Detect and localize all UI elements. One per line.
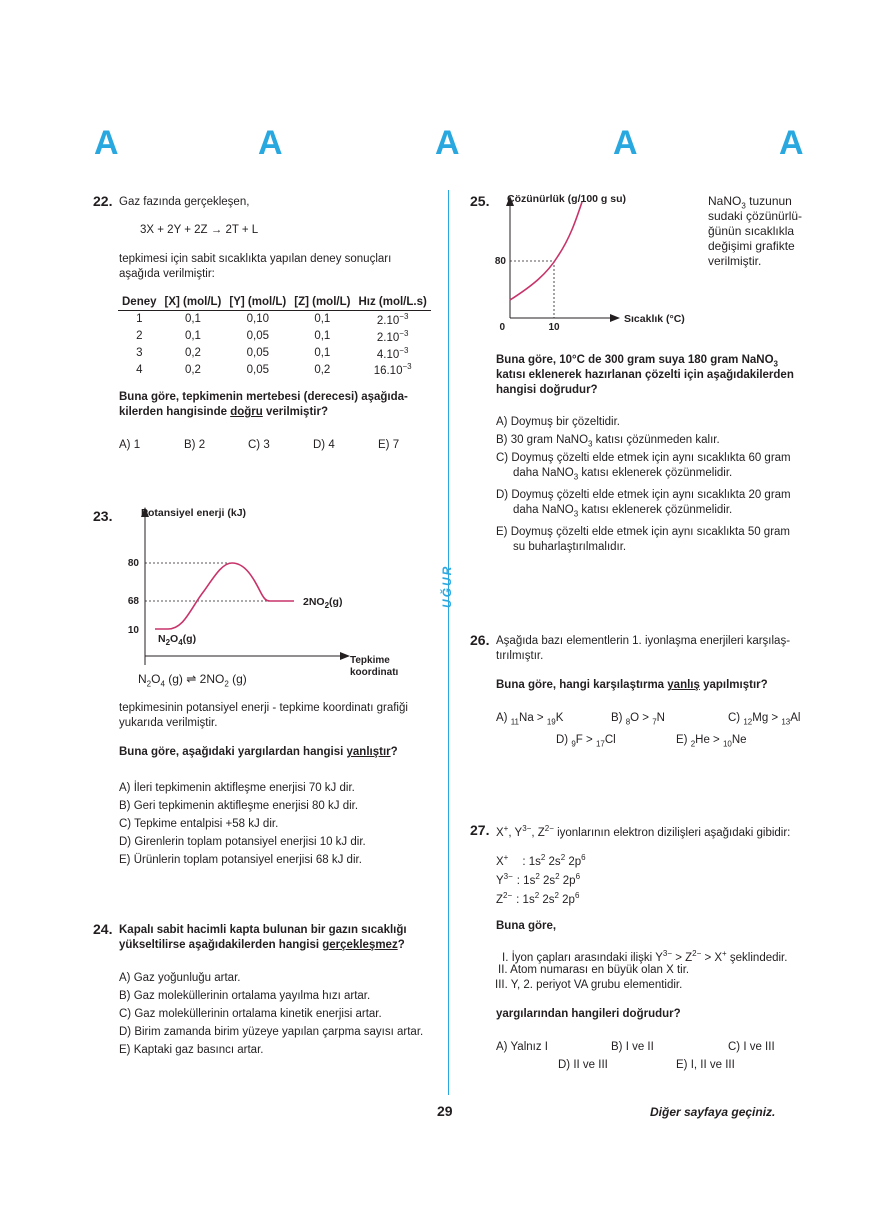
intro-part: , Z	[531, 826, 545, 839]
q25-question-part: Buna göre, 10°C de 300 gram suya 180 gram NaNO	[496, 354, 774, 366]
option-part: katısı eklenerek çözünmelidir.	[578, 504, 733, 516]
config-part: 2s	[545, 855, 561, 868]
q22-question-2	[119, 406, 328, 418]
booklet-letter-3: A	[435, 124, 460, 162]
option-part: Na >	[519, 712, 547, 724]
config-exp: 6	[575, 872, 581, 881]
config-exp: 6	[574, 891, 580, 900]
q24-question-2	[119, 939, 405, 951]
table-cell: 0,1	[314, 313, 331, 326]
config-part: : 1s	[522, 855, 541, 868]
answer-option-a[interactable]: A) İleri tepkimenin aktifleşme enerjisi 70 kJ dir.	[119, 782, 355, 794]
option-sub: 3	[573, 472, 579, 482]
table-cell: 0,1	[184, 330, 201, 343]
answer-option-e[interactable]: E) I, II ve III	[676, 1059, 735, 1071]
option-sub: 19	[546, 717, 556, 727]
next-page-note: Diğer sayfaya geçiniz.	[650, 1105, 776, 1119]
intro-part: , Y	[508, 826, 523, 839]
q27-buna-gore: Buna göre,	[496, 920, 557, 932]
option-part: E)	[676, 734, 691, 746]
q25-side-3: ğünün sıcaklıkla	[708, 224, 795, 238]
tick-label-80: 80	[494, 256, 506, 267]
ion-charge: 2−	[503, 891, 513, 900]
answer-option-b[interactable]: B) 2	[184, 439, 206, 451]
option-part: daha NaNO	[513, 504, 574, 516]
x-axis-arrow	[340, 652, 350, 660]
solubility-graph	[492, 190, 702, 338]
option-sub: 3	[573, 509, 579, 519]
answer-option-e[interactable]	[676, 734, 747, 748]
booklet-letter-2: A	[258, 124, 283, 162]
x-axis-arrow	[610, 314, 620, 322]
booklet-letter-4: A	[613, 124, 638, 162]
table-cell: 0,1	[314, 347, 331, 360]
tick-label-68: 68	[127, 596, 139, 607]
x-axis-label: Sıcaklık (°C)	[624, 313, 685, 325]
option-part: katısı eklenerek çözünmelidir.	[578, 467, 733, 479]
config-exp: 2	[554, 891, 559, 900]
answer-option-e[interactable]: E) Ürünlerin toplam potansiyel enerjisi 68 kJ dir.	[119, 854, 362, 866]
eq-sub: 2	[224, 679, 229, 689]
table-cell: 0,2	[184, 347, 201, 360]
question-number: 26.	[470, 632, 490, 648]
config-exp: 2	[534, 891, 540, 900]
statement-1	[502, 949, 787, 964]
answer-option-e[interactable]: E) 7	[378, 439, 400, 451]
option-sub: 7	[652, 717, 657, 727]
answer-option-c[interactable]	[496, 452, 791, 481]
page-number: 29	[437, 1103, 453, 1119]
table-cell: 1	[136, 313, 143, 326]
answer-option-c[interactable]: C) I ve III	[728, 1041, 775, 1053]
answer-option-d[interactable]: D) Birim zamanda birim yüzeye yapılan çarpma sayısı artar.	[119, 1026, 424, 1038]
eq-part: (g)	[228, 672, 247, 686]
q22-text-1: tepkimesi için sabit sıcaklıkta yapılan deney sonuçları	[119, 253, 392, 265]
q25-side-sub: 3	[741, 201, 746, 211]
option-part: Al	[790, 712, 801, 724]
x-axis-label-2: koordinatı	[350, 667, 399, 678]
experiment-table	[118, 296, 431, 378]
tick-label-80: 80	[127, 558, 139, 569]
reactant-label	[158, 633, 196, 647]
q25-side-1	[708, 194, 792, 210]
solubility-curve	[510, 202, 582, 300]
table-header: [X] (mol/L)	[161, 296, 226, 311]
q25-side-4: değişimi grafikte	[708, 239, 795, 253]
option-line: E) Doymuş çözelti elde etmek için aynı sıcaklıkta 50 gram	[496, 526, 791, 538]
rate-exponent: −3	[402, 362, 412, 372]
table-cell	[354, 311, 430, 328]
table-cell: 0,05	[246, 347, 270, 360]
booklet-letter-1: A	[94, 124, 119, 162]
answer-option-a[interactable]: A) 1	[119, 439, 141, 451]
ion-symbol: Z	[496, 893, 504, 906]
rate-exponent: −3	[399, 345, 409, 355]
intro-sup: 2−	[544, 824, 554, 833]
q25-question-2: katısı eklenerek hazırlanan çözelti için aşağıdakilerden	[496, 369, 794, 381]
table-row	[118, 328, 431, 345]
stmt-part: > Z	[672, 951, 693, 964]
stmt-sup: +	[722, 949, 727, 958]
stmt-part: > X	[701, 951, 723, 964]
answer-option-d[interactable]	[496, 489, 791, 518]
table-cell: 2	[136, 330, 143, 343]
product-sub: 2	[324, 601, 330, 610]
answer-option-d[interactable]: D) 4	[313, 439, 335, 451]
q25-side-part: NaNO	[708, 194, 742, 208]
q24-question-part: yükseltilirse aşağıdakilerden hangisi	[119, 939, 323, 951]
option-sub: 12	[743, 717, 753, 727]
answer-option-b[interactable]: B) Geri tepkimenin aktifleşme enerjisi 80 kJ dir.	[119, 800, 359, 812]
question-number: 27.	[470, 822, 490, 838]
equilibrium-arrow: ⇌	[186, 672, 197, 686]
ion-charge: +	[503, 853, 509, 862]
product-part: 2NO	[303, 596, 325, 608]
answer-option-a[interactable]: A) Doymuş bir çözeltidir.	[496, 416, 620, 428]
answer-option-d[interactable]: D) II ve III	[558, 1059, 608, 1071]
option-part: F >	[575, 734, 596, 746]
stmt-sup: 3−	[662, 949, 672, 958]
table-cell	[354, 361, 430, 378]
config-exp: 2	[535, 872, 540, 881]
stmt-part: şeklindedir.	[726, 951, 788, 964]
q23-equation	[138, 672, 247, 688]
option-part: K	[555, 712, 564, 724]
option-part: katısı çözünmeden kalır.	[592, 434, 720, 446]
table-cell: 0,05	[246, 330, 270, 343]
table-cell	[354, 345, 430, 362]
eq-sub: 2	[146, 679, 152, 689]
option-part: daha NaNO	[513, 467, 574, 479]
reactant-part: (g)	[182, 633, 197, 645]
column-divider	[448, 190, 449, 1095]
table-cell: 3	[136, 347, 143, 360]
config-exp: 6	[581, 853, 586, 862]
statement-3: III. Y, 2. periyot VA grubu elementidir.	[495, 979, 683, 991]
config-part: 2s	[539, 874, 556, 887]
config-z	[496, 891, 579, 906]
q23-question-part: ?	[390, 746, 398, 758]
table-row	[118, 361, 431, 378]
table-cell: 0,1	[184, 313, 201, 326]
tick-label-10: 10	[548, 322, 560, 333]
option-line	[496, 504, 791, 518]
q25-side-5: verilmiştir.	[708, 254, 762, 268]
rate-exponent: −3	[399, 312, 409, 321]
question-number: 23.	[93, 508, 113, 524]
q24-question-1: Kapalı sabit hacimli kapta bulunan bir gazın sıcaklığı	[119, 924, 407, 936]
q27-question: yargılarından hangileri doğrudur?	[496, 1008, 681, 1020]
q26-text-1: Aşağıda bazı elementlerin 1. iyonlaşma enerjileri karşılaş-	[496, 635, 791, 647]
answer-option-a[interactable]: A) Yalnız I	[496, 1041, 548, 1053]
q23-question	[119, 746, 398, 758]
stmt-part: I. İyon çapları arasındaki ilişki Y	[502, 951, 663, 964]
question-number: 22.	[93, 193, 113, 209]
ion-charge: 3−	[503, 872, 513, 881]
q25-side-part: tuzunun	[745, 194, 792, 208]
option-part: Cl	[604, 734, 616, 746]
option-sub: 17	[595, 739, 605, 749]
q25-question-sub: 3	[773, 359, 778, 369]
ion-symbol: X	[496, 855, 504, 868]
option-line	[496, 467, 791, 481]
intro-sup: +	[503, 824, 509, 833]
q25-side-2: sudaki çözünürlü-	[708, 209, 803, 223]
option-part: He >	[695, 734, 723, 746]
stmt-sup: 2−	[692, 949, 702, 958]
q23-question-emphasis: yanlıştır	[346, 746, 391, 758]
answer-option-b[interactable]: B) I ve II	[611, 1041, 654, 1053]
answer-option-a[interactable]	[496, 712, 563, 726]
answer-option-d[interactable]: D) Girenlerin toplam potansiyel enerjisi 10 kJ dir.	[119, 836, 366, 848]
eq-part: (g)	[164, 672, 187, 686]
q24-question-part: ?	[397, 939, 405, 951]
option-line: D) Doymuş çözelti elde etmek için aynı sıcaklıkta 20 gram	[496, 489, 791, 501]
answer-option-b[interactable]: B) Gaz moleküllerinin ortalama yayılma hızı artar.	[119, 990, 371, 1002]
q26-question	[496, 679, 768, 691]
table-header: Deney	[118, 296, 161, 311]
side-label: UĞUR	[440, 564, 454, 608]
option-part: Mg >	[752, 712, 782, 724]
q27-intro	[496, 824, 790, 839]
y-axis-label: Çözünürlük (g/100 g su)	[507, 193, 627, 205]
answer-option-c[interactable]	[728, 712, 800, 726]
table-header: Hız (mol/L.s)	[354, 296, 430, 311]
answer-option-d[interactable]	[556, 734, 616, 748]
rate-value: 4.10	[376, 348, 400, 361]
q22-question-1: Buna göre, tepkimenin mertebesi (derecesi) aşağıda-	[119, 391, 408, 403]
x-axis-label-1: Tepkime	[350, 655, 390, 666]
table-cell: 0,10	[246, 313, 270, 326]
rate-exponent: −3	[399, 328, 409, 338]
q26-text-2: tırılmıştır.	[496, 650, 544, 662]
option-line: C) Doymuş çözelti elde etmek için aynı sıcaklıkta 60 gram	[496, 452, 791, 464]
config-exp: 2	[540, 853, 546, 862]
option-sub: 10	[722, 739, 732, 749]
rate-value: 2.10	[376, 314, 400, 327]
option-sub: 3	[588, 439, 593, 449]
q22-intro: Gaz fazında gerçekleşen,	[119, 196, 250, 208]
config-part: 2p	[558, 893, 575, 906]
origin-label: 0	[499, 322, 505, 333]
config-part: 2p	[565, 855, 582, 868]
config-part: : 1s	[516, 893, 535, 906]
q26-question-emphasis: yanlış	[667, 679, 700, 691]
q25-question-3: hangisi doğrudur?	[496, 384, 598, 396]
question-number: 24.	[93, 921, 113, 937]
option-sub: 8	[625, 717, 631, 727]
intro-sup: 3−	[522, 824, 532, 833]
q26-question-part: Buna göre, hangi karşılaştırma	[496, 679, 668, 691]
booklet-letter-5: A	[779, 124, 804, 162]
product-label	[303, 596, 342, 610]
config-y	[496, 872, 580, 887]
table-cell: 0,2	[314, 363, 331, 376]
statement-2: II. Atom numarası en büyük olan X tir.	[498, 964, 690, 976]
intro-part: iyonlarının elektron dizilişleri aşağıdaki gibidir:	[553, 826, 791, 839]
config-part: : 1s	[516, 874, 536, 887]
y-axis-label: Potansiyel enerji (kJ)	[141, 507, 247, 519]
answer-option-e[interactable]	[496, 526, 790, 553]
q22-question-emphasis: doğru	[230, 406, 263, 418]
table-header: [Z] (mol/L)	[290, 296, 354, 311]
energy-curve	[155, 563, 294, 629]
table-header: [Y] (mol/L)	[225, 296, 290, 311]
option-line: su buharlaştırılmalıdır.	[513, 541, 627, 553]
option-part: B)	[611, 712, 626, 724]
eq-part: 2NO	[196, 672, 225, 686]
answer-option-c[interactable]: C) 3	[248, 439, 270, 451]
q22-reaction: 3X + 2Y + 2Z → 2T + L	[140, 224, 259, 236]
answer-option-b[interactable]	[496, 434, 720, 448]
reactant-sub: 4	[178, 638, 183, 647]
ion-symbol: Y	[496, 874, 504, 887]
option-sub: 9	[571, 739, 576, 749]
option-part: Ne	[731, 734, 747, 746]
q23-text-1: tepkimesinin potansiyel enerji - tepkime koordinatı grafiği	[119, 702, 408, 714]
option-part: O >	[630, 712, 653, 724]
answer-option-c[interactable]: C) Gaz moleküllerinin ortalama kinetik enerjisi artar.	[119, 1008, 382, 1020]
table-row	[118, 311, 431, 328]
reactant-part: O	[170, 633, 179, 645]
answer-option-c[interactable]: C) Tepkime entalpisi +58 kJ dir.	[119, 818, 279, 830]
option-sub: 13	[781, 717, 791, 727]
rate-value: 2.10	[376, 331, 400, 344]
config-part: 2p	[559, 874, 576, 887]
table-cell: 0,05	[246, 363, 270, 376]
config-exp: 2	[555, 872, 560, 881]
table-cell: 0,2	[184, 363, 201, 376]
table-row	[118, 345, 431, 362]
question-number: 25.	[470, 193, 490, 209]
option-part: A)	[496, 712, 511, 724]
q26-question-part: yapılmıştır?	[699, 679, 768, 691]
answer-option-a[interactable]: A) Gaz yoğunluğu artar.	[119, 972, 241, 984]
q24-question-emphasis: gerçekleşmez	[322, 939, 398, 951]
option-part: C)	[728, 712, 744, 724]
product-part: (g)	[329, 596, 343, 608]
answer-option-e[interactable]: E) Kaptaki gaz basıncı artar.	[119, 1044, 264, 1056]
eq-part: O	[151, 672, 161, 686]
option-part: N	[656, 712, 665, 724]
option-part: D)	[556, 734, 572, 746]
reactant-part: N	[158, 633, 166, 645]
table-cell: 4	[136, 363, 143, 376]
option-sub: 2	[690, 739, 696, 749]
q22-question-part: kilerden hangisinde	[119, 406, 231, 418]
reactant-sub: 2	[165, 638, 171, 647]
rate-value: 16.10	[373, 365, 403, 378]
tick-label-10: 10	[127, 625, 139, 636]
option-sub: 11	[510, 717, 520, 727]
config-part: 2s	[539, 893, 555, 906]
option-part: B) 30 gram NaNO	[496, 434, 589, 446]
config-x	[496, 853, 586, 868]
q23-question-part: Buna göre, aşağıdaki yargılardan hangisi	[119, 746, 347, 758]
eq-part: N	[138, 672, 147, 686]
table-cell: 0,1	[314, 330, 331, 343]
config-exp: 2	[560, 853, 566, 862]
q23-text-2: yukarıda verilmiştir.	[119, 717, 218, 729]
q25-question-1	[496, 354, 778, 368]
answer-option-b[interactable]	[611, 712, 665, 726]
q22-text-2: aşağıda verilmiştir:	[119, 268, 215, 280]
energy-diagram	[118, 505, 438, 680]
intro-part: X	[496, 826, 504, 839]
q22-question-part: verilmiştir?	[262, 406, 328, 418]
table-cell	[354, 328, 430, 345]
eq-sub: 4	[160, 679, 165, 689]
